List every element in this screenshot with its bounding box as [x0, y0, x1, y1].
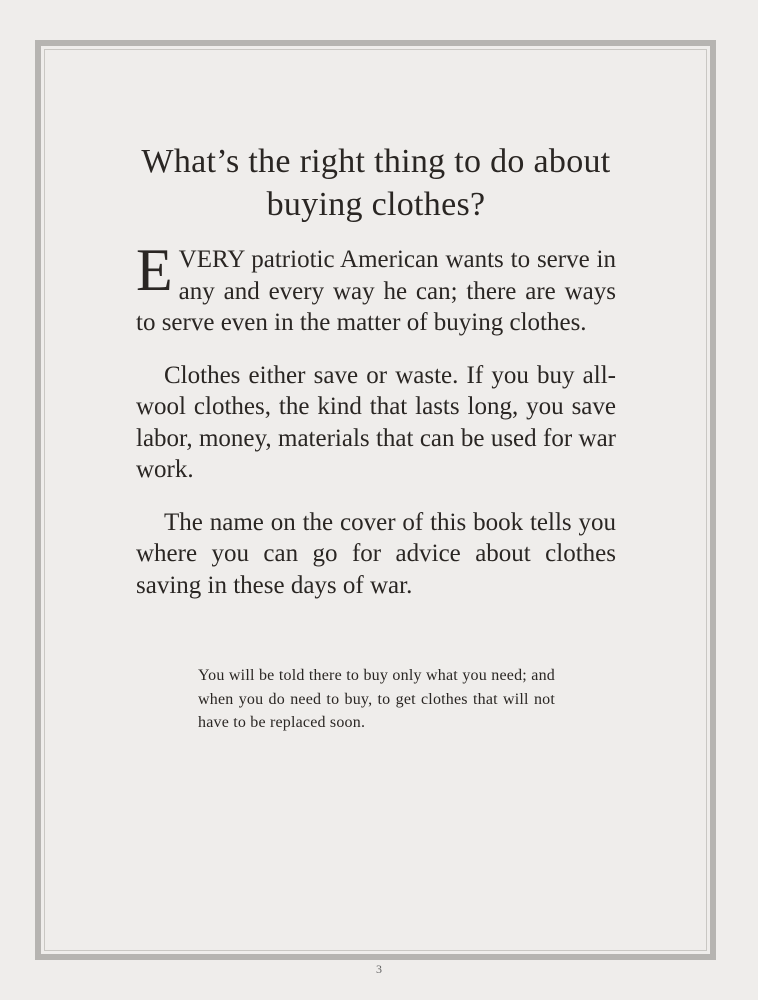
- page-title: What’s the right thing to do about buying clothes?: [141, 143, 611, 223]
- paragraph-3: The name on the cover of this book tells you where you can go for advice about clothes saving in these days of war.: [136, 508, 616, 599]
- paragraph-1: [136, 237, 616, 339]
- paragraph-2: Clothes either save or waste. If you buy all-wool clothes, the kind that lasts long, you save labor, money, materials that can be used for war work.: [136, 361, 616, 483]
- main-content: [136, 140, 616, 601]
- page-number: 3: [376, 962, 382, 976]
- footnote-paragraph: You will be told there to buy only what you need; and when you do need to buy, to get clothes that will not have to be replaced soon.: [198, 667, 555, 731]
- paragraph-1-text: VERY patriotic American wants to serve in any and every way he can; there are ways to serve even in the matter of buying clothes.: [136, 246, 616, 336]
- drop-cap: E: [136, 237, 173, 303]
